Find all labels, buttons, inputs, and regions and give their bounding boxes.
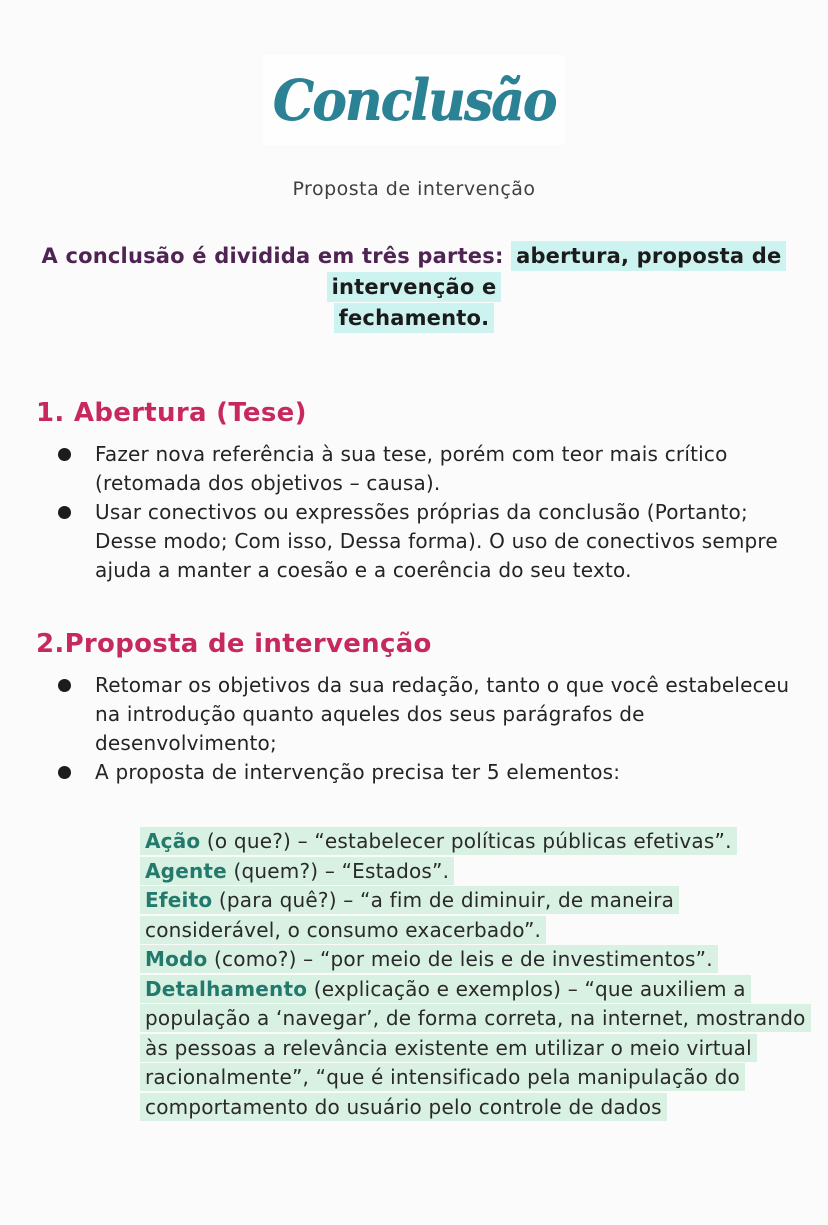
element-line-agente (140, 857, 816, 887)
element-highlight (140, 827, 737, 855)
intro-line-2 (30, 303, 798, 334)
bullet-text: Fazer nova referência à sua tese, porém com teor mais crítico (retomada dos objetivos – causa). (95, 442, 728, 495)
intervention-elements-list (140, 827, 816, 1122)
bullet-item (36, 758, 828, 787)
section-heading-proposta: 2.Proposta de intervenção (36, 629, 432, 659)
intro-highlight-2: fechamento. (334, 303, 495, 333)
element-highlight (140, 857, 454, 885)
element-line-efeito (140, 886, 816, 945)
element-term: Detalhamento (145, 976, 308, 1001)
intro-lead-text: A conclusão é dividida em três partes: (41, 244, 504, 268)
element-description: (como?) – “por meio de leis e de investimentos”. (207, 947, 713, 971)
element-term: Agente (145, 858, 227, 883)
abertura-bullet-list (36, 440, 828, 585)
element-description: (quem?) – “Estados”. (226, 858, 450, 883)
bullet-item (36, 671, 828, 758)
element-term: Efeito (145, 888, 213, 912)
bullet-text: Retomar os objetivos da sua redação, tanto o que você estabeleceu na introdução quanto aqueles dos seus parágrafos de desenvolvimento; (95, 673, 790, 755)
element-term: Modo (145, 947, 208, 971)
element-term: Ação (145, 829, 201, 853)
element-description: (para quê?) – “a fim de diminuir, de maneira considerável, o consumo exacerbado”. (145, 888, 675, 942)
element-highlight (140, 945, 718, 973)
bullet-dot-icon (58, 448, 71, 461)
element-description: (o que?) – “estabelecer políticas públicas efetivas”. (200, 829, 732, 853)
proposta-bullet-list (36, 671, 828, 787)
page-subtitle: Proposta de intervenção (292, 178, 536, 200)
intro-highlight-1: abertura, proposta de intervenção e (327, 241, 787, 302)
intro-sentence (30, 241, 798, 334)
element-highlight (140, 886, 679, 944)
element-line-modo (140, 945, 816, 975)
page-title: Conclusão (272, 67, 556, 133)
bullet-dot-icon (58, 766, 71, 779)
element-highlight (140, 975, 811, 1121)
intro-line-1 (30, 241, 798, 303)
element-line-detalhamento (140, 975, 816, 1123)
element-description: (explicação e exemplos) – “que auxiliem a população a ‘navegar’, de forma correta, na internet, mostrando às pessoas a relevância existente em utilizar o meio virtual racionalmente”, “que é intensificado pela manipulação do comportamento do usuário pelo controle de dados (145, 976, 806, 1119)
bullet-text: A proposta de intervenção precisa ter 5 elementos: (95, 760, 621, 784)
title-box (263, 55, 565, 145)
bullet-item (36, 440, 828, 498)
bullet-dot-icon (58, 679, 71, 692)
bullet-item (36, 498, 828, 585)
section-heading-abertura: 1. Abertura (Tese) (36, 398, 307, 428)
bullet-text: Usar conectivos ou expressões próprias da conclusão (Portanto; Desse modo; Com isso, Dessa forma). O uso de conectivos sempre ajuda a manter a coesão e a coerência do seu texto. (95, 500, 778, 582)
bullet-dot-icon (58, 506, 71, 519)
element-line-acao (140, 827, 816, 857)
